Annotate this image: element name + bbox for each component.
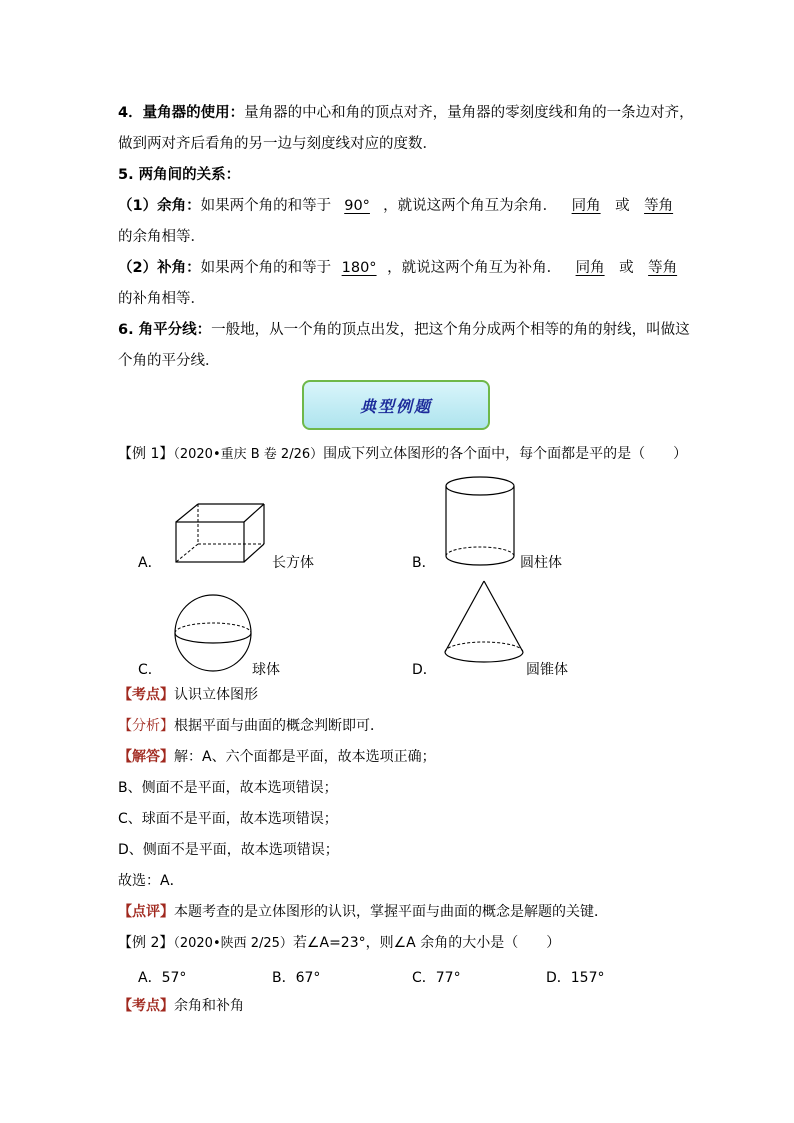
supplement-text2: ，就说这两个角互为补角． [387, 260, 562, 276]
sec6-title: 6. 角平分线： [118, 322, 212, 338]
ex1-fenxi-tag: 【分析】 [118, 718, 174, 734]
ex1-tag: 【例 1】 [118, 446, 174, 462]
cuboid-figure [168, 500, 268, 570]
complement-label: （1）余角： [118, 198, 201, 214]
supplement-line2: 的补角相等． [118, 291, 205, 307]
ex1-source: （2020•重庆 B 卷 2/26） [173, 447, 324, 462]
sec4-number: 4． [118, 105, 143, 121]
cylinder-figure [440, 474, 520, 570]
supplement-text1: 如果两个角的和等于 [200, 260, 332, 276]
ex1-jieda-tag: 【解答】 [118, 749, 174, 765]
sec6-text1: 一般地，从一个角的顶点出发，把这个角分成两个相等的角的射线，叫做这 [211, 322, 690, 338]
ex2-option-a: A．57° [138, 970, 187, 986]
ex2-tag: 【例 2】 [118, 935, 174, 951]
ex1-option-b-letter: B． [412, 555, 436, 571]
ex1-dianping-line [118, 902, 608, 922]
ex1-line-b: B、侧面不是平面，故本选项错误； [118, 780, 338, 796]
ex1-question-line [118, 444, 687, 465]
ex2-kaodian-line [118, 996, 244, 1016]
complement-line1 [118, 196, 688, 216]
ex2-option-d: D．157° [546, 970, 605, 986]
complement-text1: 如果两个角的和等于 [200, 198, 332, 214]
sphere-figure [170, 590, 256, 676]
ex1-question: 围成下列立体图形的各个面中，每个面都是平的是（ ） [323, 446, 688, 462]
supplement-blank-equal: 等角 [648, 260, 678, 276]
sec6-line1 [118, 320, 690, 340]
supplement-label: （2）补角： [118, 260, 201, 276]
complement-blank-equal: 等角 [644, 198, 674, 214]
ex1-line-d: D、侧面不是平面，故本选项错误； [118, 842, 339, 858]
ex2-source: （2020•陕西 2/25） [173, 936, 293, 951]
sec5-title: 5. 两角间的关系： [118, 167, 241, 183]
ex2-option-b: B．67° [272, 970, 321, 986]
complement-blank-same: 同角 [571, 198, 601, 214]
ex2-option-c: C．77° [412, 970, 461, 986]
ex1-jieda-line [118, 747, 436, 767]
supplement-blank-sum: 180° [341, 260, 377, 276]
ex1-option-b-name: 圆柱体 [520, 555, 562, 571]
complement-or: 或 [615, 198, 630, 214]
sec4-text1: 量角器的中心和角的顶点对齐，量角器的零刻度线和角的一条边对齐， [244, 105, 694, 121]
ex1-kaodian-tag: 【考点】 [118, 687, 174, 703]
supplement-line1 [118, 258, 692, 278]
supplement-or: 或 [619, 260, 634, 276]
typical-examples-banner [302, 380, 490, 430]
ex2-kaodian-tag: 【考点】 [118, 998, 174, 1014]
ex1-answer: 故选：A． [118, 873, 184, 889]
sec6-text2: 个角的平分线． [118, 353, 220, 369]
complement-text2: ，就说这两个角互为余角． [383, 198, 558, 214]
cone-figure [440, 578, 526, 672]
ex1-line-c: C、球面不是平面，故本选项错误； [118, 811, 338, 827]
ex1-option-a-letter: A． [138, 555, 162, 571]
supplement-blank-same: 同角 [575, 260, 605, 276]
banner-label: 典型例题 [359, 396, 432, 416]
sec4-text2: 做到两对齐后看角的另一边与刻度线对应的度数． [118, 136, 437, 152]
ex2-question-line [118, 933, 560, 954]
ex1-option-c-name: 球体 [252, 662, 280, 678]
ex1-option-d-name: 圆锥体 [526, 662, 568, 678]
sec4-line1 [118, 103, 694, 123]
ex1-option-d-letter: D． [412, 662, 437, 678]
complement-blank-sum: 90° [344, 198, 370, 214]
ex2-kaodian: 余角和补角 [174, 998, 244, 1014]
ex1-dianping: 本题考查的是立体图形的认识，掌握平面与曲面的概念是解题的关键． [174, 904, 608, 920]
sec4-title: 量角器的使用： [142, 105, 245, 121]
ex1-option-c-letter: C． [138, 662, 162, 678]
ex1-jieda: 解：A、六个面都是平面，故本选项正确； [174, 749, 436, 765]
ex1-dianping-tag: 【点评】 [118, 904, 174, 920]
ex1-kaodian-line [118, 685, 258, 705]
ex1-option-a-name: 长方体 [272, 555, 314, 571]
ex2-question: 若∠A=23°，则∠A 余角的大小是（ ） [292, 935, 561, 951]
ex1-fenxi-line [118, 716, 384, 736]
complement-line2: 的余角相等． [118, 229, 205, 245]
ex1-kaodian: 认识立体图形 [174, 687, 258, 703]
ex1-fenxi: 根据平面与曲面的概念判断即可． [174, 718, 384, 734]
